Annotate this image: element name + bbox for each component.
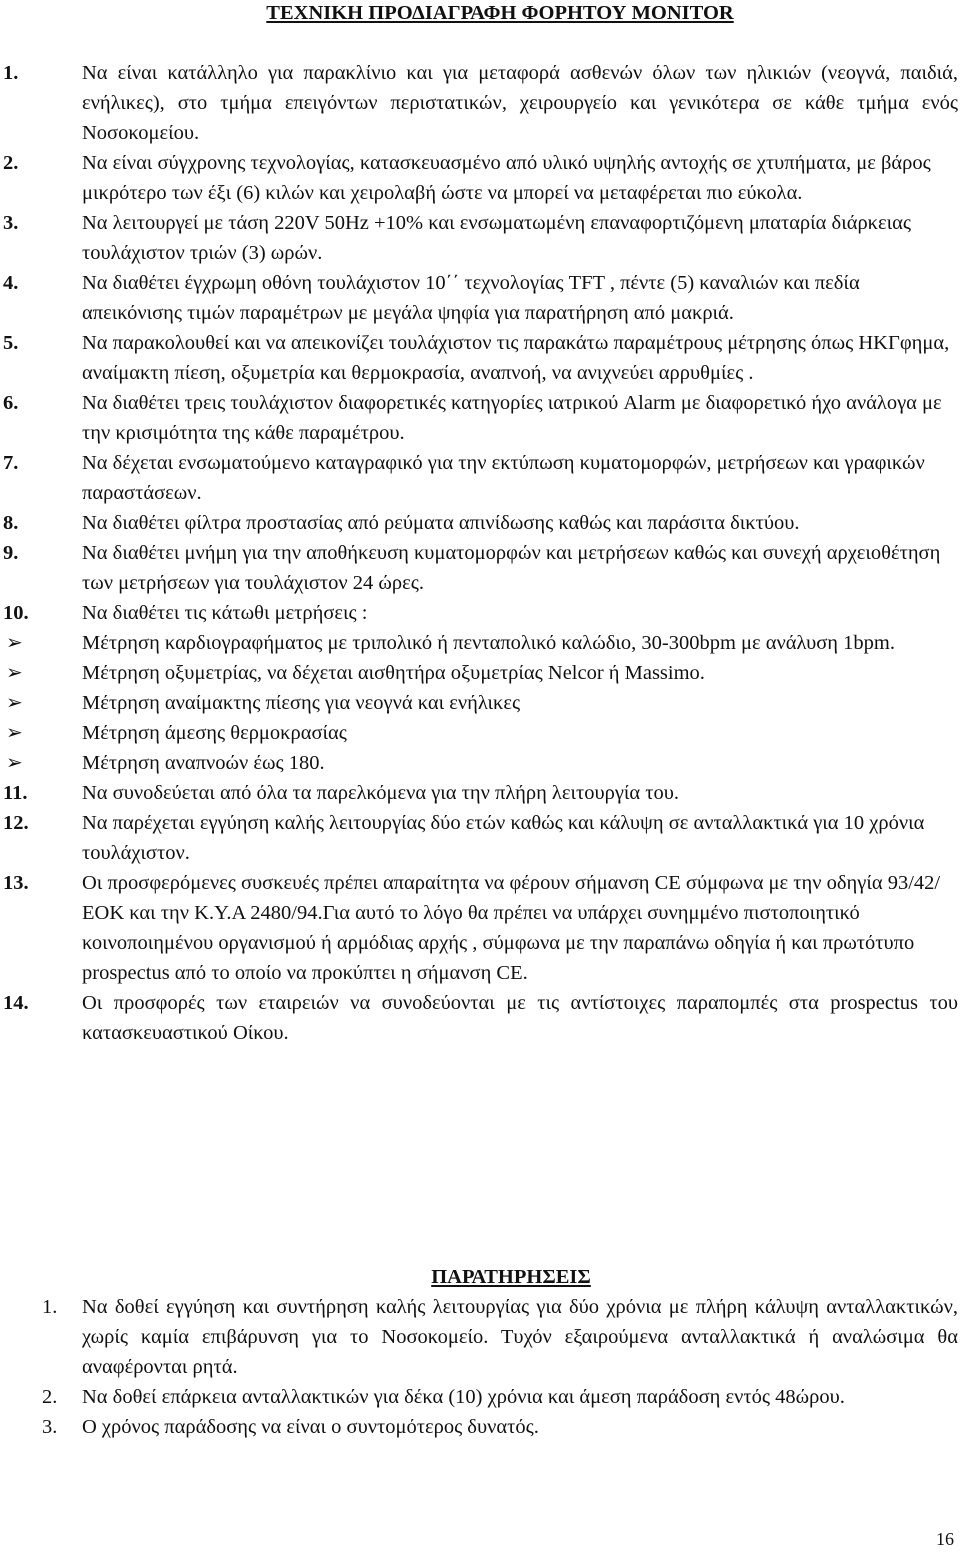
spec-number: 4. <box>3 272 19 294</box>
spec-number: 12. <box>3 812 29 834</box>
notes-title: ΠΑΡΑΤΗΡΗΣΕΙΣ <box>431 1266 591 1288</box>
note-number: 2. <box>42 1386 58 1408</box>
note-item <box>0 1382 960 1412</box>
spec-text: Να παρέχεται εγγύηση καλής λειτουργίας δύο ετών καθώς και κάλυψη σε ανταλλακτικά για 10 χρόνια τουλάχιστον. <box>82 812 925 864</box>
spec-item <box>0 448 960 508</box>
note-text: Να δοθεί εγγύηση και συντήρηση καλής λειτουργίας για δύο χρόνια με πλήρη κάλυψη ανταλλακτικών, χωρίς καμία επιβάρυνση για το Νοσοκομείο. Τυχόν εξαιρούμενα ανταλλακτικά ή αναλώσιμα θα αναφέρονται ρητά. <box>82 1296 958 1378</box>
spec-item <box>0 868 960 988</box>
arrow-bullet-icon: ➢ <box>6 752 23 774</box>
spec-text: Να διαθέτει φίλτρα προστασίας από ρεύματα απινίδωσης καθώς και παράσιτα δικτύου. <box>82 512 800 534</box>
spec-number: 1. <box>3 62 19 84</box>
spec-item <box>0 598 960 628</box>
notes-list <box>0 1292 960 1442</box>
arrow-bullet-icon: ➢ <box>6 722 23 744</box>
spec-item <box>0 328 960 388</box>
spec-item <box>0 538 960 598</box>
note-item <box>0 1292 960 1382</box>
spec-number: 13. <box>3 872 29 894</box>
measurement-item <box>0 718 960 748</box>
measurement-item <box>0 748 960 778</box>
spec-item <box>0 58 960 148</box>
note-text: Να δοθεί επάρκεια ανταλλακτικών για δέκα (10) χρόνια και άμεση παράδοση εντός 48ώρου. <box>82 1386 845 1408</box>
arrow-bullet-icon: ➢ <box>6 692 23 714</box>
spec-text: Οι προσφορές των εταιρειών να συνοδεύονται με τις αντίστοιχες παραπομπές στα prospectus του κατασκευαστικού Οίκου. <box>82 992 958 1044</box>
spec-item <box>0 208 960 268</box>
note-text: Ο χρόνος παράδοσης να είναι ο συντομότερος δυνατός. <box>82 1416 539 1438</box>
spec-text: Να διαθέτει τρεις τουλάχιστον διαφορετικές κατηγορίες ιατρικού Alarm με διαφορετικό ήχο ανάλογα με την κρισιμότητα της κάθε παραμέτρου. <box>82 392 942 444</box>
spec-number: 14. <box>3 992 29 1014</box>
measurement-item <box>0 658 960 688</box>
spec-text: Να διαθέτει τις κάτωθι μετρήσεις : <box>82 602 368 624</box>
spec-item <box>0 808 960 868</box>
spec-text: Να συνοδεύεται από όλα τα παρελκόμενα για την πλήρη λειτουργία του. <box>82 782 680 804</box>
arrow-bullet-icon: ➢ <box>6 662 23 684</box>
page-title: ΤΕΧΝΙΚΗ ΠΡΟΔΙΑΓΡΑΦΗ ΦΟΡΗΤΟΥ MONITOR <box>266 2 734 24</box>
spec-number: 9. <box>3 542 19 564</box>
arrow-bullet-icon: ➢ <box>6 632 23 654</box>
page-number: 16 <box>936 1529 954 1549</box>
spec-text: Οι προσφερόμενες συσκευές πρέπει απαραίτητα να φέρουν σήμανση CE σύμφωνα με την οδηγία 93/42/ΕΟΚ και την Κ.Υ.Α 2480/94.Για αυτό το λόγο θα πρέπει να υπάρχει συνημμένο πιστοποιητικό κοινοποιημένου οργανισμού ή αρμόδιας αρχής , σύμφωνα με την παραπάνω οδηγία ή και πρωτότυπο prospectus από το οποίο να προκύπτει η σήμανση CE. <box>82 872 941 984</box>
spec-number: 7. <box>3 452 19 474</box>
spec-text: Να δέχεται ενσωματούμενο καταγραφικό για την εκτύπωση κυματομορφών, μετρήσεων και γραφικών παραστάσεων. <box>82 452 925 504</box>
measurement-text: Μέτρηση αναίμακτης πίεσης για νεογνά και ενήλικες <box>82 692 521 714</box>
spec-item <box>0 508 960 538</box>
spec-number: 11. <box>3 782 28 804</box>
spec-list <box>0 58 960 1048</box>
spec-number: 2. <box>3 152 19 174</box>
spec-text: Να λειτουργεί με τάση 220V 50Hz +10% και ενσωματωμένη επαναφορτιζόμενη μπαταρία διάρκειας τουλάχιστον τριών (3) ωρών. <box>82 212 911 264</box>
note-number: 1. <box>42 1296 58 1318</box>
measurement-item <box>0 688 960 718</box>
spec-text: Να είναι σύγχρονης τεχνολογίας, κατασκευασμένο από υλικό υψηλής αντοχής σε χτυπήματα, με βάρος μικρότερο των έξι (6) κιλών και χειρολαβή ώστε να μπορεί να μεταφέρεται πιο εύκολα. <box>82 152 931 204</box>
note-item <box>0 1412 960 1442</box>
spec-item <box>0 778 960 808</box>
spec-number: 10. <box>3 602 29 624</box>
measurement-text: Μέτρηση οξυμετρίας, να δέχεται αισθητήρα οξυμετρίας Nelcor ή Massimo. <box>82 662 705 684</box>
spec-number: 3. <box>3 212 19 234</box>
spec-item <box>0 988 960 1048</box>
spec-text: Να διαθέτει έγχρωμη οθόνη τουλάχιστον 10΄΄ τεχνολογίας TFT , πέντε (5) καναλιών και πεδία απεικόνισης τιμών παραμέτρων με μεγάλα ψηφία για παρατήρηση από μακριά. <box>82 272 860 324</box>
measurement-item <box>0 628 960 658</box>
spec-item <box>0 268 960 328</box>
spec-number: 5. <box>3 332 19 354</box>
spec-text: Να διαθέτει μνήμη για την αποθήκευση κυματομορφών και μετρήσεων καθώς και συνεχή αρχειοθέτηση των μετρήσεων για τουλάχιστον 24 ώρες. <box>82 542 941 594</box>
spec-text: Να είναι κατάλληλο για παρακλίνιο και για μεταφορά ασθενών όλων των ηλικιών (νεογνά, παιδιά, ενήλικες), στο τμήμα επειγόντων περιστατικών, χειρουργείο και γενικότερα σε κάθε τμήμα ενός Νοσοκομείου. <box>82 62 958 144</box>
spec-number: 6. <box>3 392 19 414</box>
spec-item <box>0 148 960 208</box>
spec-number: 8. <box>3 512 19 534</box>
measurement-list <box>0 628 960 778</box>
note-number: 3. <box>42 1416 58 1438</box>
measurement-text: Μέτρηση καρδιογραφήματος με τριπολικό ή πενταπολικό καλώδιο, 30-300bpm με ανάλυση 1bpm. <box>82 632 895 654</box>
spec-text: Να παρακολουθεί και να απεικονίζει τουλάχιστον τις παρακάτω παραμέτρους μέτρησης όπως ΗΚΓφημα, αναίμακτη πίεση, οξυμετρία και θερμοκρασία, αναπνοή, να ανιχνεύει αρρυθμίες . <box>82 332 950 384</box>
measurement-text: Μέτρηση αναπνοών έως 180. <box>82 752 325 774</box>
spec-item <box>0 388 960 448</box>
measurement-text: Μέτρηση άμεσης θερμοκρασίας <box>82 722 347 744</box>
